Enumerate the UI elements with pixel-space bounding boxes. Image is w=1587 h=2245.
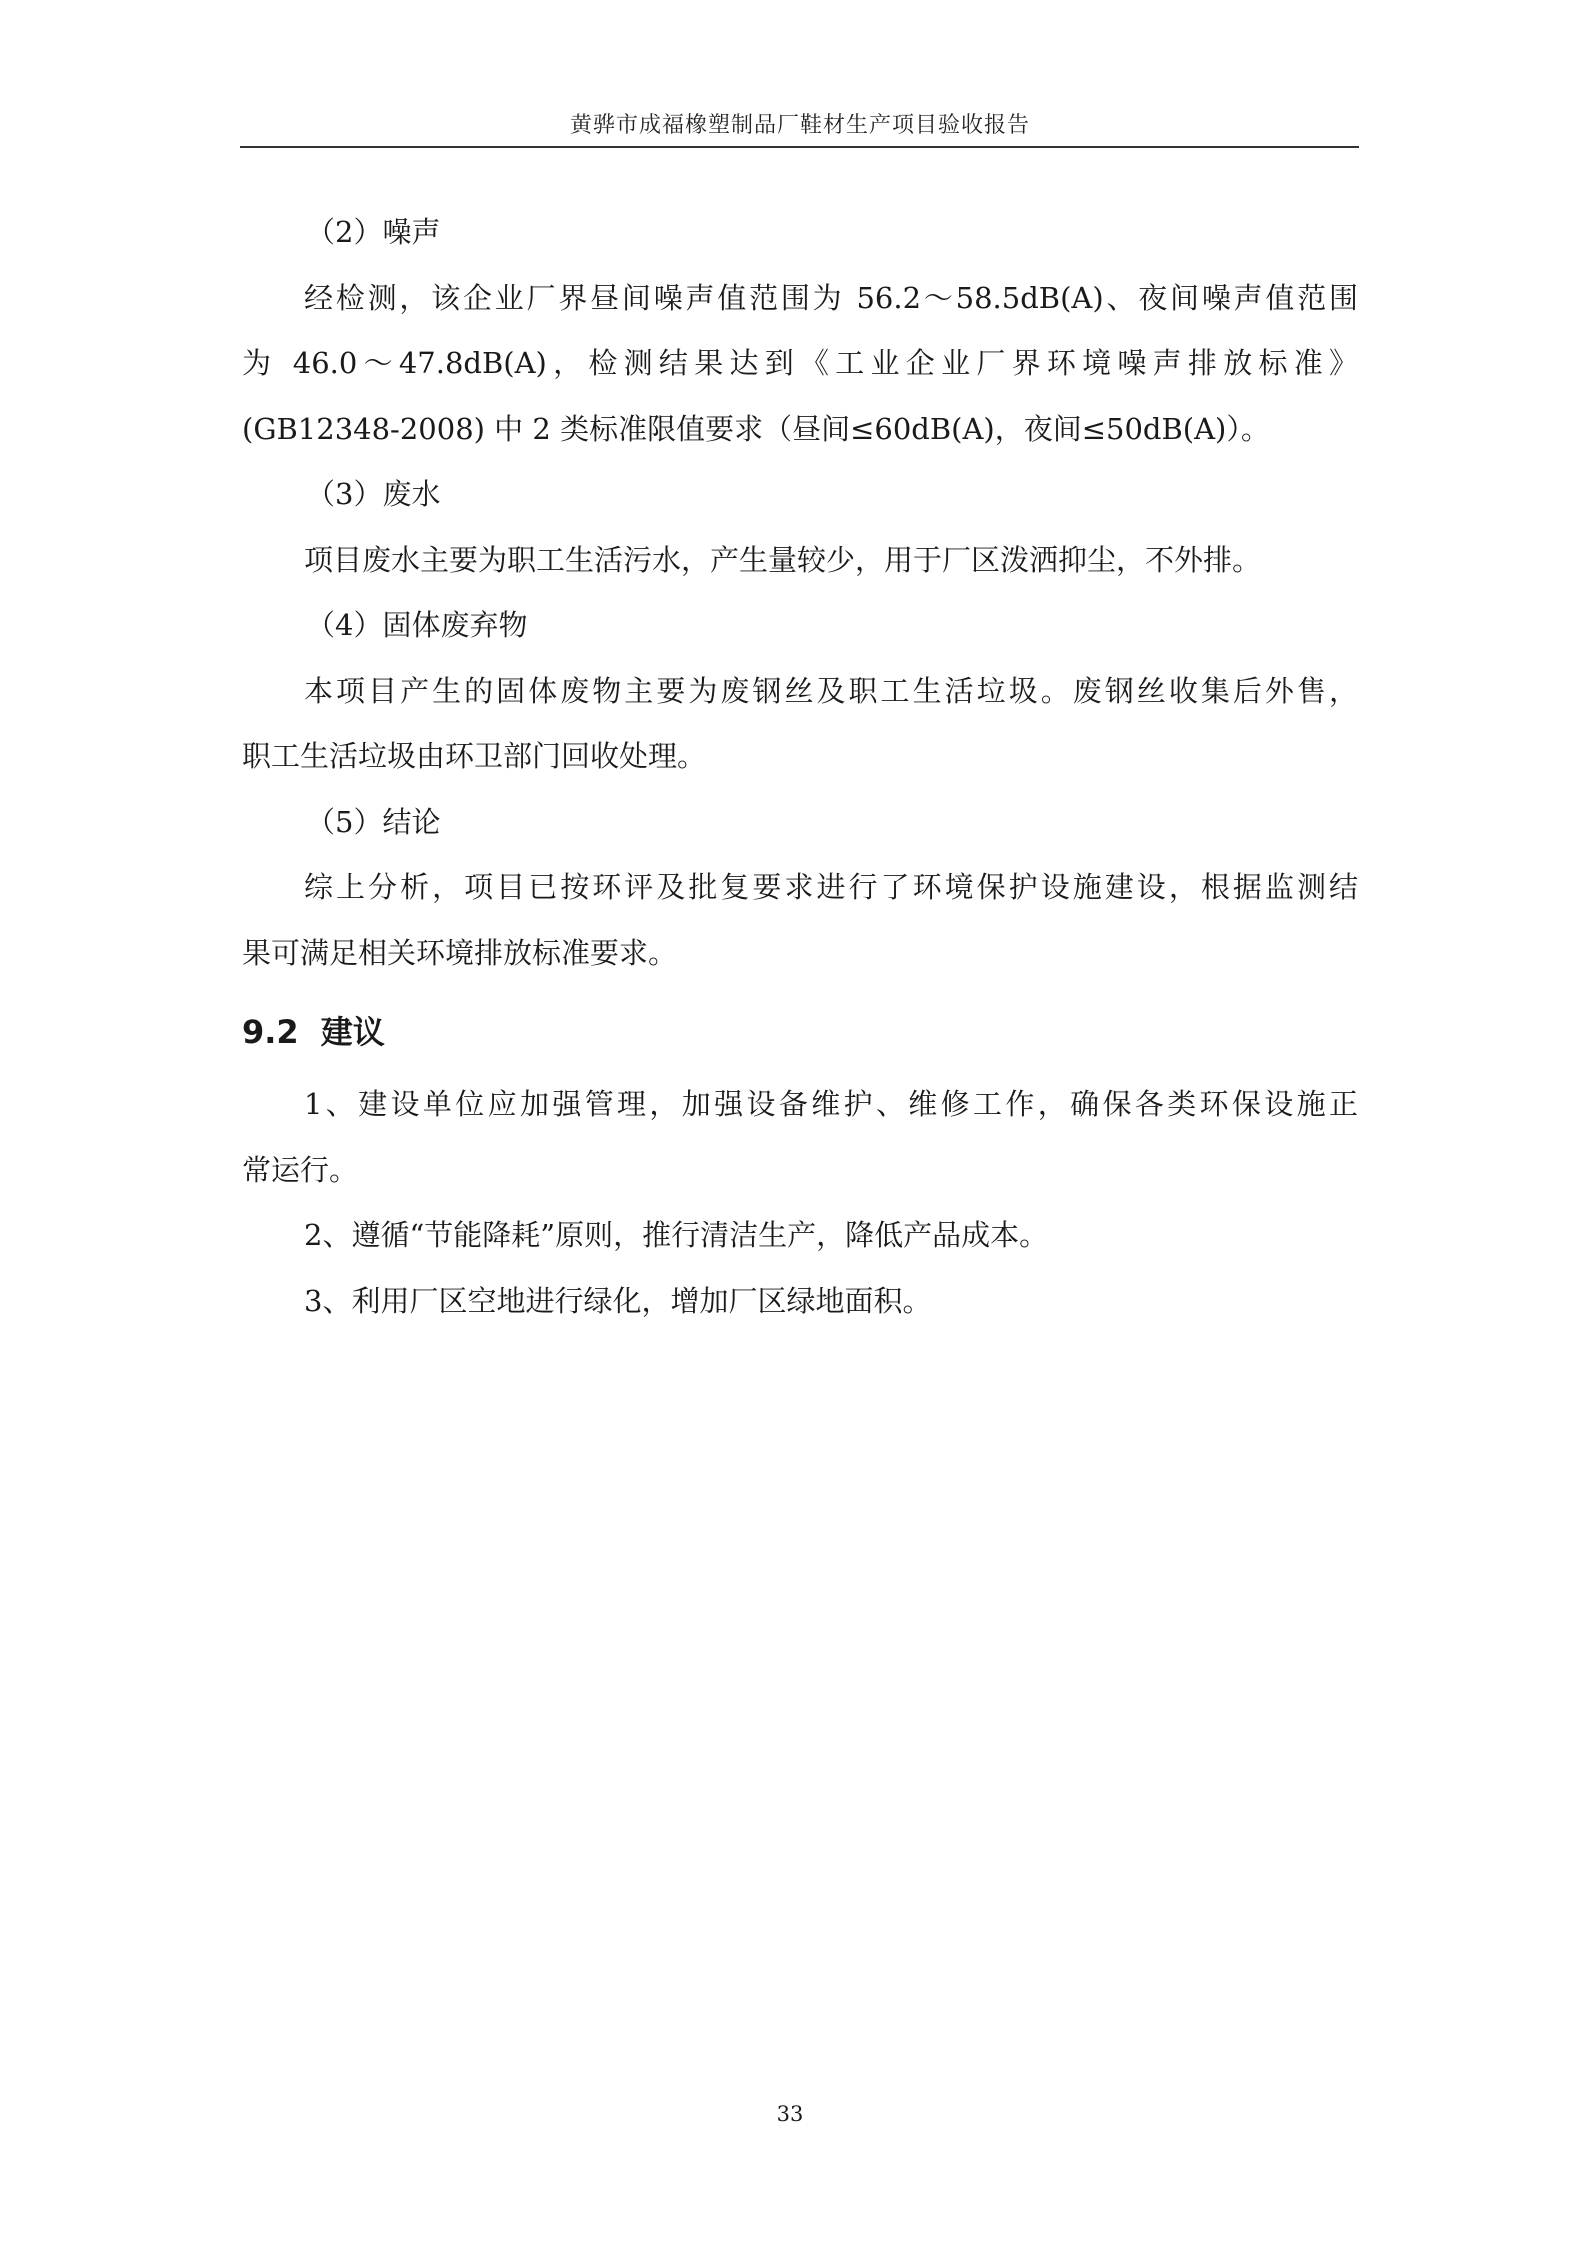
conclusion-heading: （5）结论 — [306, 804, 441, 839]
noise-heading: （2）噪声 — [306, 215, 441, 249]
conclusion-paragraph-line-2: 果可满足相关环境排放标准要求。 — [242, 935, 678, 970]
suggestions-list — [242, 1082, 1358, 1344]
header-divider — [240, 146, 1359, 148]
solid-waste-paragraph-line-1: 本项目产生的固体废物主要为废钢丝及职工生活垃圾。废钢丝收集后外售， — [304, 673, 1358, 708]
section-number: 9.2 — [242, 1013, 299, 1051]
suggestion-2: 2、遵循“节能降耗”原则，推行清洁生产，降低产品成本。 — [304, 1218, 1049, 1252]
conclusions-body — [242, 210, 1358, 996]
noise-paragraph-line-2: 为 46.0～47.8dB(A)，检测结果达到《工业企业厂界环境噪声排放标准》 — [242, 346, 1358, 380]
suggestion-3: 3、利用厂区空地进行绿化，增加厂区绿地面积。 — [304, 1283, 932, 1318]
wastewater-paragraph: 项目废水主要为职工生活污水，产生量较少，用于厂区泼洒抑尘，不外排。 — [304, 542, 1262, 577]
wastewater-heading: （3）废水 — [306, 477, 441, 511]
noise-paragraph-line-3: (GB12348-2008) 中 2 类标准限值要求（昼间≤60dB(A)，夜间≤50dB(A)）。 — [242, 411, 1270, 446]
page-header-title: 黄骅市成福橡塑制品厂鞋材生产项目验收报告 — [569, 113, 1030, 138]
section-title: 建议 — [320, 1013, 385, 1051]
solid-waste-heading: （4）固体废弃物 — [306, 608, 528, 642]
suggestion-1-line-1: 1、建设单位应加强管理，加强设备维护、维修工作，确保各类环保设施正 — [304, 1087, 1358, 1121]
page-number: 33 — [776, 2102, 804, 2126]
solid-waste-paragraph-line-2: 职工生活垃圾由环卫部门回收处理。 — [242, 739, 707, 773]
noise-paragraph-line-1: 经检测，该企业厂界昼间噪声值范围为 56.2～58.5dB(A)、夜间噪声值范围 — [304, 280, 1358, 315]
suggestion-1-line-2: 常运行。 — [242, 1152, 359, 1187]
conclusion-paragraph-line-1: 综上分析，项目已按环评及批复要求进行了环境保护设施建设，根据监测结 — [304, 870, 1358, 904]
section-heading — [242, 1008, 385, 1056]
